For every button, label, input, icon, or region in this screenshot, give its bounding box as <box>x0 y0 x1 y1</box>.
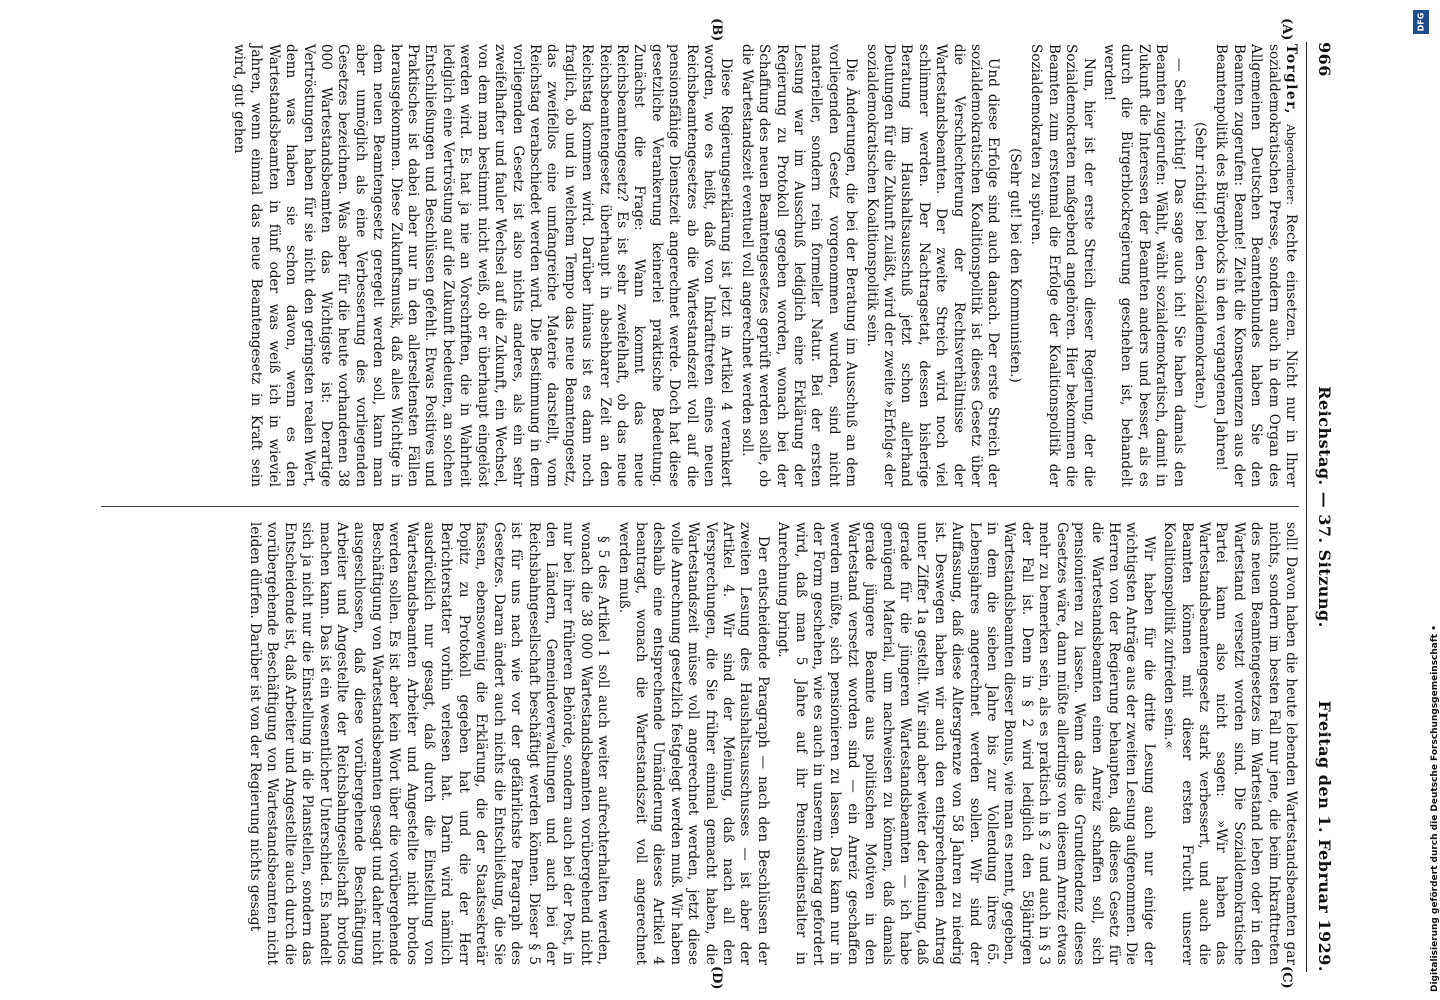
dfg-logo-text: DFG <box>1416 12 1426 32</box>
paragraph-text: Rechte einsetzen. Nicht nur in Ihrer sozialdemokratischen Presse, sondern auch in dem Organ des Allgemeinen Deutschen Beamtenbundes haben Sie den Beamten zugerufen: Beamte! Zieht die Konsequenzen aus der Beamtenpolitik des Bürgerblocks in den vergangenen Jahren! <box>1213 44 1299 488</box>
session-date: Freitag den 1. Februar 1929. <box>1315 700 1334 972</box>
page-number: 966 <box>1315 42 1334 77</box>
margin-mark-d: (D) <box>709 966 724 990</box>
speech-paragraph: Wir haben für die dritte Lesung auch nur einige der wichtigsten Anträge aus der zweiten Lesung aufgenommen. Die Herren von der Regierung behaupten, daß dieses Gesetz für die Wartestandsbeamten einen Anreiz schaffen soll, sich pensionieren zu lassen. Wenn das die Grundtendenz dieses Gesetzes wäre, dann müßte allerdings von diesem Anreiz etwas mehr zu bemerken sein, als es praktisch in § 2 und auch in § 3 der Fall ist. Denn in § 2 wird lediglich den 58jährigen Wartestandsbeamten dieser Bonus, wie man es nennt, gegeben, in dem die sieben Jahre bis zur Vollendung ihres 65. Lebensjahres angerechnet werden sollen. Wir sind der Auffassung, daß diese Altersgrenze von 58 Jahren zu niedrig ist. Deswegen haben wir auch den entsprechenden Antrag unter Ziffer 1a gestellt. Wir sind aber weiter der Meinung, daß gerade für die jüngeren Wartestandsbeamten — ich habe genügend Material, um nachweisen zu können, daß damals gerade jüngere Beamte aus politischen Motiven in den Wartestand versetzt worden sind — ein Anreiz geschaffen werden müßte, sich pensionieren zu lassen. Das kann nur in der Form geschehen, wie es auch in unserem Antrag gefordert wird, daß man 5 Jahre auf ihr Pensionsdienstalter in Anrechnung bringt. <box>775 522 1157 965</box>
speech-paragraph: Und diese Erfolge sind auch danach. Der erste Streich der sozialdemokratischen Koalitionspolitik ist dieses Gesetz über die Verschlechterung der Rechtsverhältnisse der Wartestandsbeamten. Der zweite Streich wird noch viel schlimmer werden. Der Nachtragsetat, dessen bisherige Beratung im Haushaltsausschuß jetzt schon allerhand Deutungen für die Zukunft zuläßt, wird der zweite »Erfolg« der sozialdemokratischen Koalitionspolitik sein. <box>863 44 1002 487</box>
interjection: (Sehr gut! bei den Kommunisten.) <box>1006 148 1023 383</box>
speech-paragraph: Die Änderungen, die bei der Beratung im Ausschuß an dem vorliegenden Gesetz vorgenommen wurden, sind nicht materieller, sondern rein formeller Natur. Bei der ersten Lesung war im Ausschuß lediglich eine Erklärung der Regierung zu Protokoll gegeben worden, wonach bei der Schaffung des neuen Beamtengesetzes geprüft werden solle, ob die Wartestandszeit eventuell voll angerechnet werden soll. <box>738 44 860 487</box>
interjection: (Sehr richtig! bei den Sozialdemokraten.) <box>1191 122 1208 409</box>
funding-notice: Digitalisierung gefördert durch die Deutsche Forschungsgemeinschaft • <box>1430 625 1440 992</box>
rotated-page <box>85 18 1335 990</box>
speech-paragraph: Der entscheidende Paragraph — nach den Beschlüssen der zweiten Lesung des Haushaltsausschusses — ist aber der Artikel 4. Wir sind der Meinung, daß nach all den Versprechungen, die Sie früher einmal gemacht haben, die Wartestandszeit müsse voll angerechnet werden, jetzt diese volle Anrechnung gesetzlich festgelegt werden muß. Wir haben deshalb eine entsprechende Umänderung dieses Artikel 4 beantragt, wonach die Wartestandszeit voll angerechnet werden muß. <box>615 522 771 965</box>
dfg-logo <box>1413 10 1429 34</box>
margin-mark-b: (B) <box>709 18 724 42</box>
left-column <box>91 44 1299 487</box>
header-rule <box>1306 42 1307 972</box>
speech-paragraph: § 5 des Artikel 1 soll auch weiter aufrechterhalten werden, wonach die 38 000 Wartestandsbeamten vorübergehend nicht nur bei ihrer früheren Behörde, sondern auch bei der Post, in den Ländern, Gemeindeverwaltungen und auch bei der Reichsbahngesellschaft beschäftigt werden können. Dieser § 5 ist für uns nach wie vor der gefährlichste Paragraph des Gesetzes. Daran ändert auch nichts die Entschließung, die Sie fassen, ebensowenig die Erklärung, die der Staatssekretär Popitz zu Protokoll gegeben hat und die der Herr Berichterstatter vorhin verlesen hat. Darin wird nämlich ausdrücklich nur gesagt, daß durch die Einstellung von Wartestandsbeamten Arbeiter und Angestellte nicht brotlos werden sollen. Es ist aber kein Wort über die vorübergehende Beschäftigung von Wartestandsbeamten gesagt und daher nicht ausgeschlossen, daß diese vorübergehende Beschäftigung Arbeiter und Angestellte der Reichsbahngesellschaft brotlos machen kann. Das ist ein wesentlicher Unterschied. Es handelt sich ja nicht nur die Einstellung in die Planstellen, sondern das Entscheidende ist, daß Arbeiter und Angestellte auch durch die vorübergehende Beschäftigung von Wartestandsbeamten nicht leiden dürfen. Darüber ist von der Regierung nichts gesagt <box>247 522 612 965</box>
page-header <box>1309 42 1333 972</box>
speech-paragraph: Diese Regierungserklärung ist jetzt in Artikel 4 verankert worden, wo es heißt, daß von Inkrafttreten eines neuen Reichsbeamtengesetzes ab die Wartestandszeit voll auf die pensionsfähige Dienstzeit angerechnet werde. Doch hat diese gesetzliche Verankerung keinerlei praktische Bedeutung. Zunächst die Frage: Wann kommt das neue Reichsbeamtengesetz? Es ist sehr zweifelhaft, ob das neue Reichsbeamtengesetz überhaupt in absehbarer Zeit an den Reichstag kommen wird. Darüber hinaus ist es dann noch fraglich, ob und in welchem Tempo das neue Beamtengesetz, das zweifellos eine umfangreiche Materie darstellt, vom Reichstag verabschiedet werden wird. Die Bestimmung in dem vorliegenden Gesetz ist also nichts anderes, als ein sehr zweifelhafter und fauler Wechsel auf die Zukunft, ein Wechsel, von dem man bestimmt nicht weiß, ob er überhaupt eingelöst werden wird. Es hat ja nie an Vorschriften, die in Wahrheit lediglich eine Vertröstung auf die Zukunft bedeuten, an solchen Entschließungen und Beschlüssen gefehlt. Etwas Positives und Praktisches ist dabei aber nur in den allerseltensten Fällen herausgekommen. Diese Zukunftsmusik, daß alles Wichtige in dem neuen Beamtengesetz geregelt werden soll, kann man aber unmöglich als eine Verbesserung des vorliegenden Gesetzes bezeichnen. Was aber für die heute vorhandenen 38 000 Wartestandsbeamten das Wichtigste ist: Derartige Vertröstungen haben für sie nicht den geringsten realen Wert, denn was haben sie schon davon, wenn es den Wartestandsbeamten in fünf oder was weiß ich in wieviel Jahren, wenn einmal das neue Beamtengesetz in Kraft sein wird, gut gehen <box>231 44 735 487</box>
speech-paragraph: soll! Davon haben die heute lebenden Wartestandsbeamten gar nichts, sondern im besten Fall nur jene, die beim Inkrafttreten des neuen Beamtengesetzes im Wartestand leben oder in den Wartestand versetzt worden sind. Die Sozialdemokratische Partei kann also nicht sagen: »Wir haben das Wartestandsbeamtengesetz stark verbessert, und auch die Beamten können mit dieser ersten Frucht unserer Koalitionspolitik zufrieden sein.« <box>1161 522 1299 965</box>
margin-mark-a: (A) <box>1279 18 1294 41</box>
margin-mark-c: (C) <box>1279 966 1294 989</box>
speech-paragraph: Nun, hier ist der erste Streich dieser Regierung, der die Sozialdemokraten maßgebend angehören. Hier bekommen die Beamten zum erstenmal die Erfolge der Koalitionspolitik der Sozialdemokraten zu spüren. <box>1028 44 1097 487</box>
right-column <box>91 522 1299 965</box>
session-title: Reichstag. — 37. Sitzung. <box>1315 386 1334 628</box>
speaker-role: Abgeordneter: <box>1284 123 1297 205</box>
speech-paragraph: — Sehr richtig! Das sage auch ich! Sie haben damals den Beamten zugerufen: Wählt, wählt sozialdemokratisch, damit in Zukunft die Interessen der Beamten anders und besser, als es durch die Bürgerblockregierung geschehen ist, behandelt werden! <box>1100 44 1187 487</box>
column-divider <box>101 506 1299 507</box>
speaker-name: Torgler, <box>1283 44 1299 116</box>
speech-paragraph <box>1212 44 1299 487</box>
